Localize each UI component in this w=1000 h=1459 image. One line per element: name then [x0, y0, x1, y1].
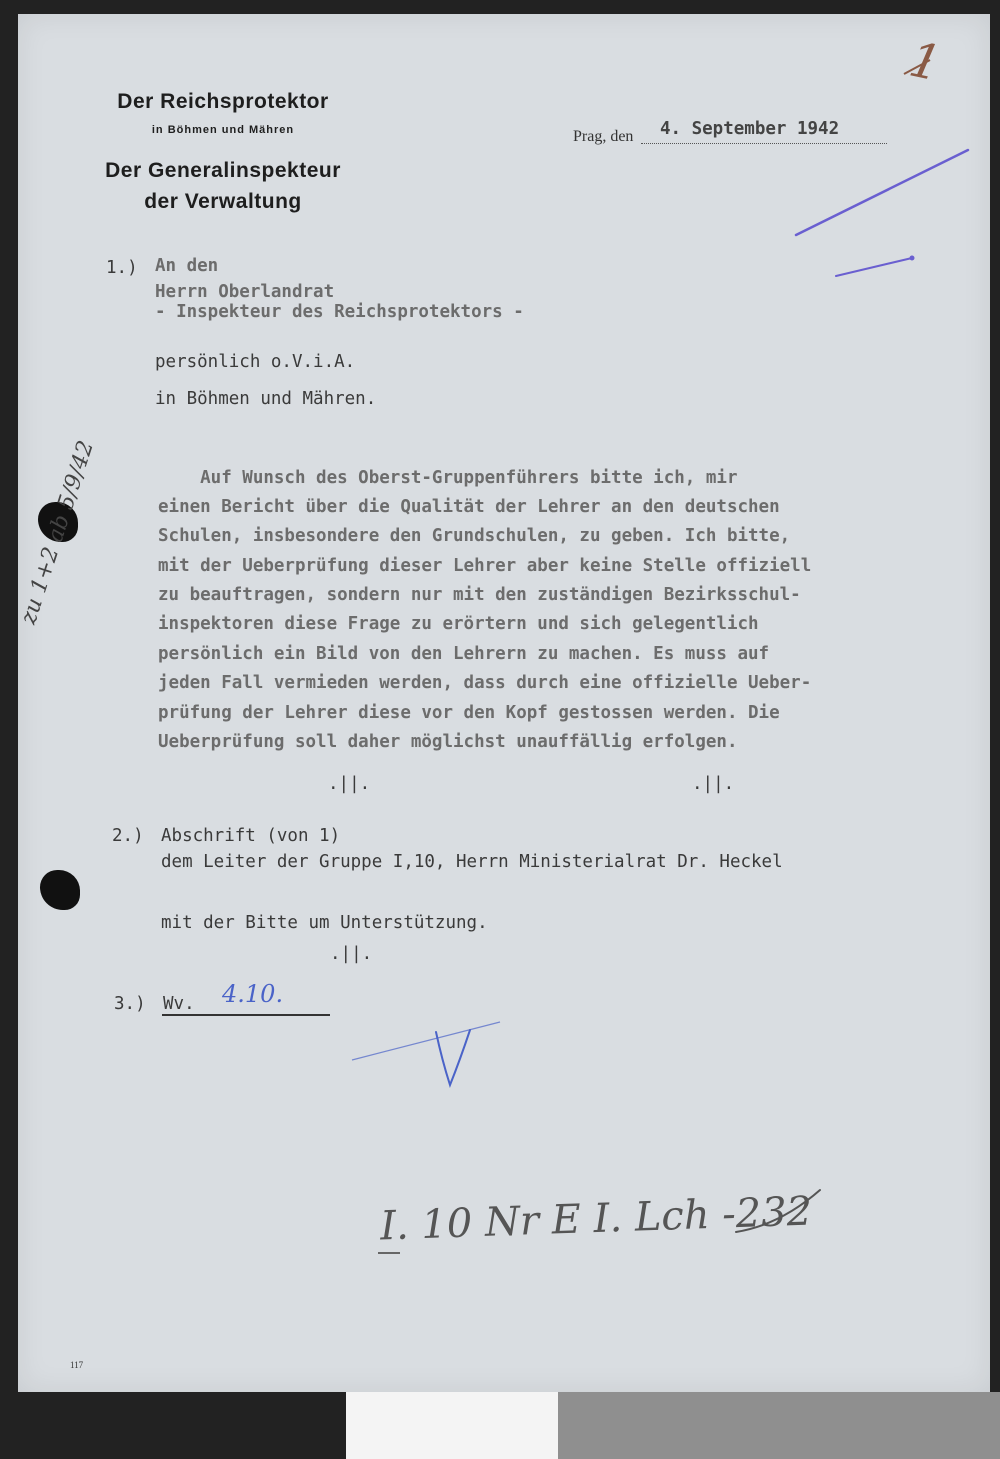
signature-mark-right: .||.	[692, 774, 735, 794]
margin-handwritten-note: zu 1+2 ab 5/9/42	[16, 437, 100, 628]
purple-short-line	[836, 258, 912, 276]
blue-pen-line	[352, 1022, 500, 1060]
letterhead-line1: Der Reichsprotektor	[117, 90, 329, 113]
item2-line1: Abschrift (von 1)	[161, 826, 341, 846]
item2-signature-mark: .||.	[330, 944, 373, 964]
purple-dot	[910, 256, 915, 261]
item2-line3: mit der Bitte um Unterstützung.	[161, 913, 488, 933]
corner-page-mark: 1	[904, 31, 947, 93]
body-line: Auf Wunsch des Oberst-Gruppenführers bitte ich, mir	[158, 468, 738, 488]
body-line: zu beauftragen, sondern nur mit den zuständigen Bezirksschul-	[158, 585, 801, 605]
date-label: Prag, den	[573, 128, 634, 145]
item1-address-line: - Inspekteur des Reichsprotektors -	[155, 302, 524, 322]
body-line: Ueberprüfung soll daher möglichst unauffällig erfolgen.	[158, 732, 738, 752]
item3-number: 3.)	[114, 994, 146, 1014]
body-line: Schulen, insbesondere den Grundschulen, zu geben. Ich bitte,	[158, 526, 791, 546]
pencil-swoosh	[736, 1190, 820, 1232]
item1-address-line: An den	[155, 256, 219, 276]
letterhead-line3: Der Generalinspekteur	[105, 159, 341, 182]
corner-pencil-tick	[904, 60, 930, 74]
item3-label: Wv.	[163, 994, 195, 1014]
date-value: 4. September 1942	[660, 119, 840, 139]
item1-address-line: Herrn Oberlandrat	[155, 282, 335, 302]
body-line: persönlich ein Bild von den Lehrern zu machen. Es muss auf	[158, 644, 770, 664]
item1-personal: persönlich o.V.i.A.	[155, 352, 356, 372]
item1-region: in Böhmen und Mähren.	[155, 389, 377, 409]
body-line: prüfung der Lehrer diese vor den Kopf gestossen werden. Die	[158, 703, 780, 723]
letterhead-line4: der Verwaltung	[144, 190, 302, 213]
signature-mark-left: .||.	[328, 774, 371, 794]
page-number: 117	[70, 1360, 84, 1370]
item1-number: 1.)	[106, 258, 138, 278]
body-line: einen Bericht über die Qualität der Lehrer an den deutschen	[158, 497, 780, 517]
purple-strike-line	[796, 150, 968, 235]
body-line: mit der Ueberprüfung dieser Lehrer aber keine Stelle offiziell	[158, 556, 812, 576]
item2-number: 2.)	[112, 826, 144, 846]
letterhead-line2: in Böhmen und Mähren	[151, 124, 295, 136]
body-line: inspektoren diese Frage zu erörtern und sich gelegentlich	[158, 614, 759, 634]
body-line: jeden Fall vermieden werden, dass durch eine offizielle Ueber-	[158, 673, 812, 693]
wv-handwritten-date: 4.10.	[222, 980, 284, 1008]
file-reference: I. 10 Nr E I. Lch -232	[379, 1188, 813, 1250]
blue-check-mark	[436, 1030, 470, 1085]
item2-line2: dem Leiter der Gruppe I,10, Herrn Ministerialrat Dr. Heckel	[161, 852, 783, 872]
